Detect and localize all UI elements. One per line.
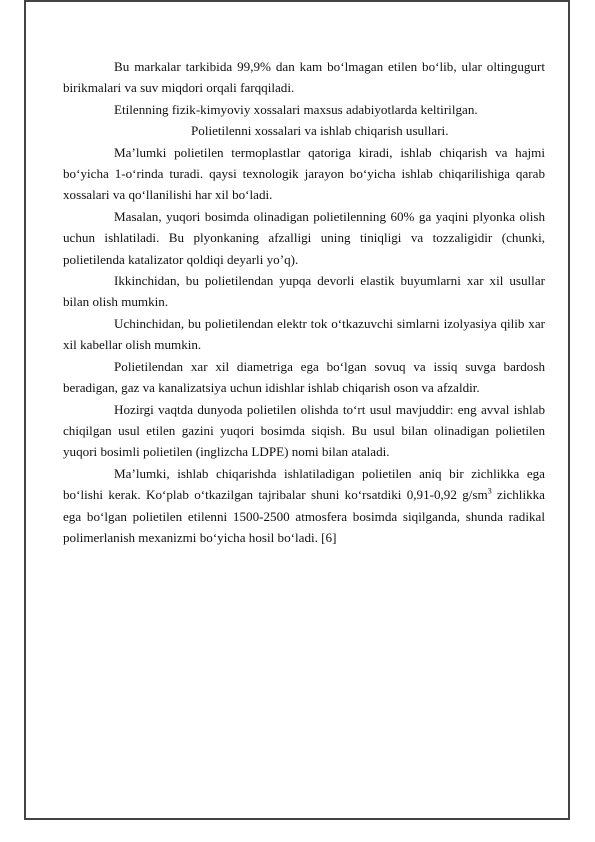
- document-body: [63, 56, 545, 548]
- paragraph-ethylene-grades: Bu markalar tarkibida 99,9% dan kam bo‘lmagan etilen bo‘lib, ular oltingugurt birikmalari va suv miqdori orqali farqqiladi.: [63, 59, 545, 96]
- paragraph-ethylene-properties: Etilenning fizik-kimyoviy xossalari maxsus adabiyotlarda keltirilgan.: [114, 101, 478, 117]
- density-text-end: zichlikka ega bo‘lgan polietilen etilenni 1500-2500 atmosfera bosimda siqilganda, shunda radikal polimerlanish mexanizmi bo‘yicha hosil bo‘ladi. [6]: [63, 487, 545, 545]
- section-heading: Polietilenni xossalari va ishlab chiqarish usullari.: [191, 123, 449, 139]
- paragraph-polyethylene-intro: Ma’lumki polietilen termoplastlar qatoriga kiradi, ishlab chiqarish va hajmi bo‘yicha 1-o‘rinda turadi. qaysi texnologik jarayon bo‘yicha ishlab chiqarilishiga qarab xossalari va qo‘llanilishi har xil bo‘ladi.: [63, 144, 545, 203]
- density-unit-superscript: 3: [487, 486, 492, 496]
- paragraph-film-usage: Masalan, yuqori bosimda olinadigan polietilenning 60% ga yaqini plyonka olish uchun ishlatiladi. Bu plyonkaning afzalligi uning tiniqligi va tozzaligidir (chunki, polietilenda katalizator qoldiqi deyarli yo’q).: [63, 208, 545, 267]
- paragraph-production-methods: Hozirgi vaqtda dunyoda polietilen olishda to‘rt usul mavjuddir: eng avval ishlab chiqilgan usul etilen gazini yuqori bosimda siqish. Bu usul bilan olinadigan polietilen yuqori bosimli polietilen (inglizcha LDPE) nomi bilan ataladi.: [63, 401, 545, 460]
- paragraph-second-usage: Ikkinchidan, bu polietilendan yupqa devorli elastik buyumlarni xar xil usullar bilan olish mumkin.: [63, 273, 545, 310]
- paragraph-third-usage: Uchinchidan, bu polietilendan elektr tok o‘tkazuvchi simlarni izolyasiya qilib xar xil kabellar olish mumkin.: [63, 315, 545, 353]
- paragraph-pipes-usage: Polietilendan xar xil diametriga ega bo‘lgan sovuq va issiq suvga bardosh beradigan, gaz va kanalizatsiya uchun idishlar ishlab chiqarish oson va afzaldir.: [63, 358, 545, 396]
- density-text-start: Ma’lumki, ishlab chiqarishda ishlatiladigan polietilen aniq bir zichlikka ega bo‘lishi kerak. Ko‘plab o‘tkazilgan tajribalar shuni ko‘rsatdiki 0,91-0,92 g/sm: [63, 465, 545, 503]
- paragraph-density: [63, 463, 545, 549]
